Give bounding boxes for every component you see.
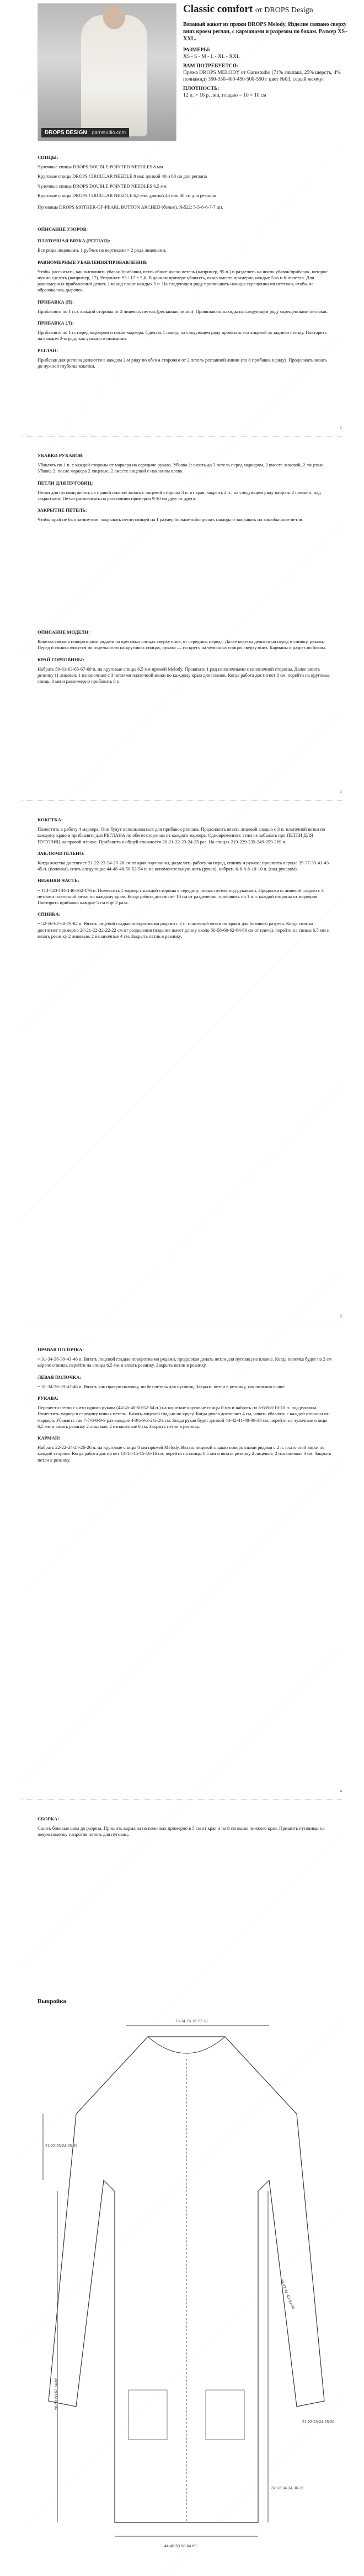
section-heading: РАВНОМЕРНЫЕ УБАВЛЕНИЯ/ПРИБАВЛЕНИЯ: bbox=[38, 259, 148, 265]
section-body: Чтобы рассчитать, как выполнять убавки/прибавки, взять общее число петель (например, 95 п.) и разделить на число убавок/прибавок, которое нужно сделать (например, 17). Результат: 95 / 17 = 5,6. В данном примере убавлять, вязав вместе примерно каждые 5-ю и 6-ю петли. Для равномерных прибавлений делать 1 накид после каждых 5 п. На следующем ряду провязывать накиды скрещенными петлями, чтобы не образовалось дырочек. bbox=[38, 268, 328, 293]
neckline bbox=[148, 2037, 225, 2053]
width-dimension-label: 44-48-53-58-64-69 bbox=[164, 2545, 197, 2548]
drops-logo bbox=[41, 128, 129, 137]
page-number: 2 bbox=[340, 789, 342, 794]
section-heading: СБОРКА: bbox=[38, 1816, 60, 1821]
section-heading: ПРИБАВКА (Л): bbox=[38, 320, 74, 326]
page-2-text-a bbox=[38, 447, 332, 527]
materials-value: Пряжа DROPS MELODY от Garnstudio (71% альпака, 25% шерсть, 4% полиамид) 350-350-400-450-500-550 г цвет №03, серый жемчуг bbox=[183, 70, 341, 82]
page-number: 4 bbox=[340, 1788, 342, 1793]
section-heading: РЕГЛАН: bbox=[38, 347, 58, 353]
pocket-right bbox=[206, 2390, 244, 2440]
section-heading: ЗАКЛЮЧИТЕЛЬНО: bbox=[38, 850, 85, 856]
model-figure bbox=[81, 15, 147, 136]
page-divider bbox=[22, 800, 342, 801]
needle-line: Круговые спицы DROPS CIRCULAR NEEDLE 8 мм: длиной 40 и 80 см для реглана bbox=[38, 173, 207, 179]
top-dimension-label: 73-74-75-76-77-78 bbox=[175, 2020, 208, 2023]
section-heading: СПИНКА: bbox=[38, 911, 61, 917]
section-body: Убавлять по 1 п. с каждой стороны от маркера на середине рукава. Убавка 1: вязать до 3 петель перед маркером, 2 вместе лицевой, 2 лицевые. Убавка 2: после маркера 2 лицевые, 2 вместе лицевой с наклоном влево. bbox=[38, 462, 325, 474]
materials-label: ВАМ ПОТРЕБУЕТСЯ: bbox=[183, 63, 238, 69]
section-body: Прибавки для реглана делаются в каждом 2-м ряду по обеим сторонам от 2 петель регланной линии (по 8 прибавок в ряду). Продолжать вязать до нужной глубины кокетки. bbox=[38, 357, 327, 369]
meta-block bbox=[183, 47, 349, 99]
section-heading: ОПИСАНИЕ УЗОРОВ: bbox=[38, 226, 88, 232]
section-heading: ПРИБАВКА (П): bbox=[38, 299, 74, 305]
logo-site: garnstudio.com bbox=[92, 130, 126, 135]
page-1-text bbox=[38, 221, 332, 373]
section-body: = 114-120-134-146-162-176 п. Поместить 1 маркер с каждой стороны в середину новых петель под рукавами. Продолжить лицевой гладью с 3 петлями платочной вязки по каждому краю. Когда работа достигнет 10 см от разделения, прибавить по 1 п. с каждой стороны от маркеров. Повторять прибавки каждые 5 см ещё 2 раза. bbox=[38, 887, 324, 906]
page-divider bbox=[22, 436, 342, 437]
sleeve-length-label: 43-42-41-40-39-38 bbox=[279, 2278, 295, 2310]
model-head bbox=[103, 5, 125, 29]
section-body: Набрать 22-22-24-24-26-26 п. на круговые спицы 8 мм пряжей Melody. Вязать лицевой гладью поворотными рядами с 2 п. платочной вязки по каждой стороне. Когда работа достигнет 14-14-15-15-16-16 см, перейти на спицы 6,5 мм и вязать резинку 2 лицевые, 2 изнаночные 3 см. Закрыть петли в резинку. bbox=[38, 1444, 331, 1463]
section-heading: КАРМАН: bbox=[38, 1435, 61, 1441]
needle-line: Чулочные спицы DROPS DOUBLE POINTED NEEDLES 6,5 мм bbox=[38, 183, 167, 189]
section-heading: РУКАВА: bbox=[38, 1395, 59, 1401]
section-body: Чтобы край не был затянутым, закрывать петли спицей на 1 размер больше либо делать накиды и закрывать их как обычные петли. bbox=[38, 517, 304, 523]
section-body: Поместить в работу 4 маркера. Они будут использоваться для прибавок реглана. Продолжить вязать лицевой гладью с 3 п. платочной вязки по каждому краю и прибавлять для РЕГЛАНА по обеим сторонам от каждого маркера. Одновременно с этим не забывать про ПЕТЛИ ДЛЯ ПУГОВИЦ на правой планке. Прибавить в общей сложности 20-21-22-23-24-25 раз. На спицах 219-229-239-249-259-269 п. bbox=[38, 826, 325, 844]
section-body: Прибавлять по 1 п. перед маркером и после маркера. Сделать 1 накид, на следующем ряду провязать его лицевой за заднюю стенку. Повторять на каждом 2-м ряду как указано в описании. bbox=[38, 330, 327, 342]
section-body: Когда кокетка достигнет 21-22-23-24-25-26 см от края горловины, разделить работу на перед, спинку и рукава: провязать первые 35-37-39-41-43-45 п. (полочка), снять следующие 44-46-48-50-52-54 п. на вспомогательную нить (рукав), набрать 6-6-8-8-10-10 п. (под рукавом). bbox=[38, 860, 330, 872]
section-body: Сшить боковые швы до разреза. Пришить карманы на полочках примерно в 5 см от края и на 8 см выше нижнего края. Пришить пуговицы на левую полочку напротив петель для пуговиц. bbox=[38, 1825, 325, 1837]
title-text: Classic comfort bbox=[183, 3, 253, 15]
intro-text: Вязаный жакет из пряжи DROPS Melody. Изделие связано сверху вниз кроем реглан, с карманами и разрезом по бокам. Размер XS–XXL. bbox=[183, 22, 348, 42]
title-suffix: от DROPS Design bbox=[255, 6, 313, 14]
section-heading: ПЛАТОЧНАЯ ВЯЗКА (РЕГЛАН): bbox=[38, 238, 110, 244]
page-4-text bbox=[38, 1341, 332, 1467]
page-2-text-b bbox=[38, 624, 332, 688]
logo-text: DROPS DESIGN bbox=[45, 130, 87, 136]
page-5-text bbox=[38, 1810, 332, 1841]
diagram-top-label bbox=[126, 2020, 269, 2026]
body-length-label: 56-58-60-62-64-66 bbox=[55, 2377, 58, 2410]
section-body: Все ряды лицевыми. 1 рубчик по вертикали = 2 ряда лицевыми. bbox=[38, 247, 167, 253]
yoke-dimension-label: 21-22-23-24-25-26 bbox=[45, 2144, 78, 2148]
section-heading: НИЖНЯЯ ЧАСТЬ: bbox=[38, 878, 79, 884]
page-number: 3 bbox=[340, 1314, 342, 1319]
pattern-title bbox=[183, 3, 349, 17]
section-heading: ЗАКРЫТИЕ ПЕТЕЛЬ: bbox=[38, 507, 87, 513]
needles-block bbox=[38, 149, 332, 214]
page-number: 1 bbox=[340, 425, 342, 430]
section-body: Набрать 59-61-63-65-67-69 п. на круговые спицы 6,5 мм пряжей Melody. Провязать 1 ряд изнаночными с изнаночной стороны. Далее вязать резинку (1 лицевая, 1 изнаночная) с 3 петлями платочной вязки по каждому краю для планок. Когда работа достигнет 3 см, перейти на круговые спицы 8 мм и равномерно прибавить 8 п. bbox=[38, 666, 330, 684]
sizes-label: РАЗМЕРЫ: bbox=[183, 47, 211, 53]
gauge-value: 12 п. × 16 р. лиц. гладью = 10 × 10 см bbox=[183, 93, 266, 98]
section-heading: ПЕТЛИ ДЛЯ ПУГОВИЦ: bbox=[38, 480, 93, 486]
section-body: = 52-56-62-68-76-82 п. Вязать лицевой гладью поворотными рядами с 2 п. платочной вязки по краям для бокового разреза. Когда спинка достигнет примерно 20-21-22-22-22-22 см от разделения (изделие имеет длину около 56-58-60-62-64-66 см от плеча), перейти на спицы 6,5 мм и вязать резинку 2 лицевые, 2 изнаночные 4 см. Закрыть петли в резинку. bbox=[38, 921, 330, 939]
section-body: Кокетка связана поворотными рядами на круговых спицах сверху вниз, от середины переда. Далее кокетка делится на перед и спинку, рукава. Перед и спинка вяжутся по отдельности на круговых спицах, рукава — по кругу на чулочных спицах сверху вниз. Карманы и разрез по бокам. bbox=[38, 639, 326, 651]
model-photo bbox=[38, 3, 176, 141]
pattern-diagram bbox=[38, 2004, 335, 2556]
cuff-label: 21-22-23-24-25-26 bbox=[302, 2420, 335, 2424]
section-heading: ПРАВАЯ ПОЛОЧКА: bbox=[38, 1347, 84, 1352]
needle-line: Чулочные спицы DROPS DOUBLE POINTED NEEDLES 8 мм bbox=[38, 164, 163, 170]
gauge-label: ПЛОТНОСТЬ: bbox=[183, 86, 220, 92]
diagram-title: Выкройка bbox=[38, 1998, 66, 2005]
section-body: = 31-34-36-39-43-46 п. Вязать как правую полочку, но без петель для пуговиц. Закрыть петли в резинку, как описано выше. bbox=[38, 1383, 286, 1389]
sizes-value: XS - S - M - L - XL - XXL bbox=[183, 54, 240, 60]
buttons-line: Пуговицы DROPS MOTHER-OF-PEARL BUTTON ARCHED (белые), №522: 5-5-6-6-7-7 шт. bbox=[38, 204, 223, 210]
section-body: Прибавлять по 1 п. с каждой стороны от 2 лицевых петель (регланная линия). Провязывать накиды на следующем ряду скрещенными петлями. bbox=[38, 308, 328, 314]
pocket-left bbox=[129, 2390, 167, 2440]
section-heading: УБАВКИ РУКАВОВ: bbox=[38, 453, 84, 458]
section-heading: КОКЕТКА: bbox=[38, 817, 63, 822]
section-body: = 31-34-36-39-43-46 п. Вязать лицевой гладью поворотными рядами, продолжая делать петли для пуговиц на планке. Когда полочка будет на 2 см короче спинки, перейти на спицы 6,5 мм и вязать резинку. Закрыть петли в резинку. bbox=[38, 1356, 332, 1368]
section-heading: ЛЕВАЯ ПОЛОЧКА: bbox=[38, 1374, 82, 1380]
needle-line: Круговые спицы DROPS CIRCULAR NEEDLE 6,5 мм: длиной 40 или 80 см для резинок bbox=[38, 192, 216, 198]
page-divider bbox=[22, 1799, 342, 1800]
section-heading: ОПИСАНИЕ МОДЕЛИ: bbox=[38, 629, 90, 635]
side-length-label: 32-32-34-34-36-36 bbox=[271, 2487, 304, 2490]
section-heading: КРАЙ ГОРЛОВИНЫ: bbox=[38, 656, 84, 662]
title-block bbox=[183, 3, 349, 99]
section-body: Петли для пуговиц делать на правой планке: вязать с лицевой стороны 3 п. от края, закрыть 2 п., на следующем ряду набрать 2 новые п. над закрытыми. Петли располагать на расстоянии примерно 9-10 см друг от друга. bbox=[38, 489, 321, 502]
needles-label: СПИЦЫ: bbox=[38, 155, 58, 160]
page-3-text bbox=[38, 811, 332, 943]
section-body: Перенести петли с нити одного рукава (44-46-48-50-52-54 п.) на короткие круговые спицы 8 мм и набрать по 6-6-8-8-10-10 п. под рукавом. Поместить маркер в середину новых петель. Вязать лицевой гладью по кругу. Когда рукав достигнет 4 см, начать убавлять с каждой стороны от маркера. Убавлять так 7-7-8-8-9-9 раз каждые 4-3½-3-3-2½-2½ см. Когда рукав будет длиной 43-42-41-40-39-38 см, перейти на чулочные спицы 6,5 мм и вязать резинку 2 лицевые, 2 изнаночные 6 см. Закрыть петли в резинку. bbox=[38, 1405, 329, 1429]
